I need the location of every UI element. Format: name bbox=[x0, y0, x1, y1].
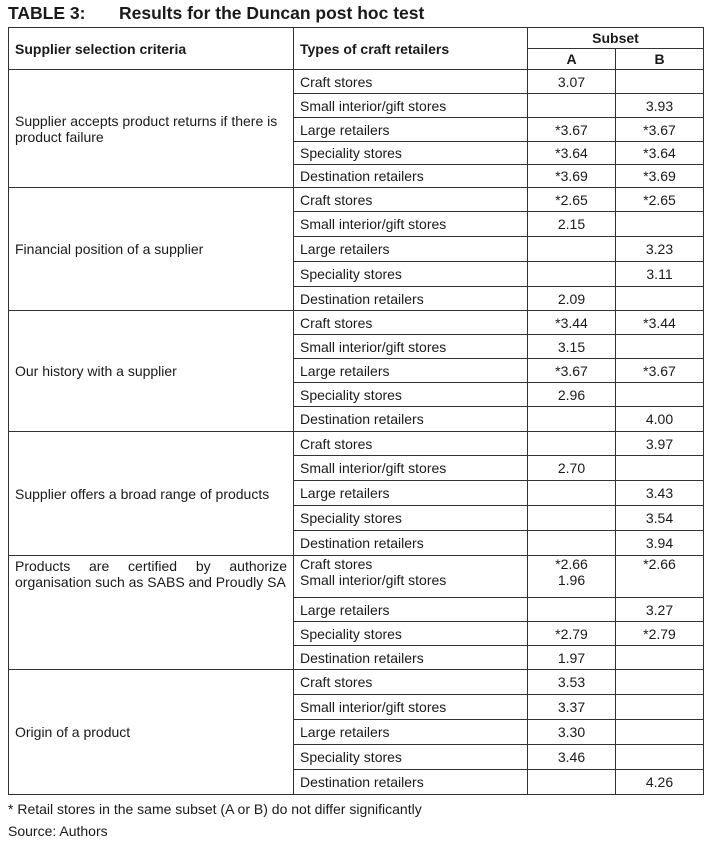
retailer-cell: Small interior/gift stores bbox=[294, 212, 528, 237]
criteria-cell: Our history with a supplier bbox=[9, 311, 294, 432]
subset-a-cell: 1.97 bbox=[528, 646, 616, 670]
table-row bbox=[9, 188, 704, 212]
subset-a-cell: 3.15 bbox=[528, 335, 616, 359]
header-criteria: Supplier selection criteria bbox=[9, 28, 294, 70]
subset-a-cell: *3.69 bbox=[528, 165, 616, 188]
subset-b-cell: *2.66 bbox=[616, 556, 704, 598]
retailer-label: Small interior/gift stores bbox=[300, 572, 447, 588]
retailer-cell: Speciality stores bbox=[294, 745, 528, 770]
subset-b-cell: 3.23 bbox=[616, 237, 704, 262]
criteria-cell: Origin of a product bbox=[9, 670, 294, 795]
subset-a-cell: 2.96 bbox=[528, 383, 616, 407]
retailer-cell: Speciality stores bbox=[294, 142, 528, 165]
subset-b-cell bbox=[616, 70, 704, 94]
subset-b-cell bbox=[616, 745, 704, 770]
retailer-cell: Large retailers bbox=[294, 237, 528, 262]
subset-a-cell: 2.15 bbox=[528, 212, 616, 237]
subset-a-cell: 3.46 bbox=[528, 745, 616, 770]
subset-b-cell: 3.11 bbox=[616, 262, 704, 287]
source-note: Source: Authors bbox=[8, 823, 108, 839]
subset-b-cell bbox=[616, 335, 704, 359]
subset-b-cell: *3.67 bbox=[616, 118, 704, 142]
subset-a-value: 1.96 bbox=[557, 572, 586, 588]
subset-a-cell: 3.37 bbox=[528, 695, 616, 720]
subset-b-cell bbox=[616, 287, 704, 311]
retailer-cell: Craft stores bbox=[294, 188, 528, 212]
header-retailers: Types of craft retailers bbox=[294, 28, 528, 70]
criteria-cell: Supplier accepts product returns if there is product failure bbox=[9, 70, 294, 188]
retailer-cell: Destination retailers bbox=[294, 531, 528, 556]
subset-a-cell bbox=[528, 262, 616, 287]
subset-b-cell: 3.93 bbox=[616, 94, 704, 118]
retailer-cell: Small interior/gift stores bbox=[294, 695, 528, 720]
subset-b-cell: *2.79 bbox=[616, 622, 704, 646]
retailer-cell: Large retailers bbox=[294, 118, 528, 142]
subset-b-cell: *2.65 bbox=[616, 188, 704, 212]
subset-b-cell: 3.94 bbox=[616, 531, 704, 556]
retailer-cell: Small interior/gift stores bbox=[294, 94, 528, 118]
retailer-cell: Craft stores bbox=[294, 670, 528, 695]
subset-a-cell: 2.09 bbox=[528, 287, 616, 311]
subset-a-cell: 3.07 bbox=[528, 70, 616, 94]
subset-b-cell: 3.27 bbox=[616, 598, 704, 622]
subset-b-cell: 3.43 bbox=[616, 481, 704, 506]
retailer-cell: Small interior/gift stores bbox=[294, 456, 528, 481]
subset-a-cell: *3.67 bbox=[528, 118, 616, 142]
retailer-cell bbox=[294, 556, 528, 598]
subset-a-cell: *3.67 bbox=[528, 359, 616, 383]
subset-a-cell bbox=[528, 770, 616, 795]
subset-a-cell: *2.65 bbox=[528, 188, 616, 212]
retailer-cell: Craft stores bbox=[294, 432, 528, 456]
retailer-cell: Speciality stores bbox=[294, 383, 528, 407]
subset-b-cell: 3.54 bbox=[616, 506, 704, 531]
retailer-cell: Speciality stores bbox=[294, 506, 528, 531]
criteria-cell: Financial position of a supplier bbox=[9, 188, 294, 311]
table-caption: Results for the Duncan post hoc test bbox=[119, 3, 425, 23]
subset-b-cell bbox=[616, 720, 704, 745]
table-number: TABLE 3: bbox=[8, 3, 86, 23]
subset-b-cell: 4.00 bbox=[616, 407, 704, 432]
results-table bbox=[8, 27, 704, 795]
retailer-cell: Craft stores bbox=[294, 311, 528, 335]
retailer-cell: Speciality stores bbox=[294, 262, 528, 287]
subset-a-cell bbox=[528, 531, 616, 556]
subset-a-cell bbox=[528, 481, 616, 506]
subset-a-cell: *3.44 bbox=[528, 311, 616, 335]
criteria-cell: Supplier offers a broad range of products bbox=[9, 432, 294, 556]
subset-b-cell: *3.69 bbox=[616, 165, 704, 188]
subset-a-cell: 2.70 bbox=[528, 456, 616, 481]
subset-a-cell bbox=[528, 598, 616, 622]
retailer-cell: Destination retailers bbox=[294, 287, 528, 311]
retailer-label: Craft stores bbox=[300, 556, 373, 572]
subset-b-cell bbox=[616, 670, 704, 695]
retailer-cell: Destination retailers bbox=[294, 646, 528, 670]
subset-b-cell: 3.97 bbox=[616, 432, 704, 456]
subset-a-cell bbox=[528, 94, 616, 118]
subset-b-cell: 4.26 bbox=[616, 770, 704, 795]
subset-b-cell: *3.44 bbox=[616, 311, 704, 335]
retailer-cell: Large retailers bbox=[294, 598, 528, 622]
footnote: * Retail stores in the same subset (A or B) do not differ significantly bbox=[8, 801, 422, 817]
subset-b-cell: *3.67 bbox=[616, 359, 704, 383]
header-subset-b: B bbox=[616, 49, 704, 70]
retailer-cell: Small interior/gift stores bbox=[294, 335, 528, 359]
subset-a-value: *2.66 bbox=[555, 556, 588, 572]
subset-b-cell bbox=[616, 646, 704, 670]
subset-a-cell bbox=[528, 556, 616, 598]
retailer-cell: Destination retailers bbox=[294, 407, 528, 432]
subset-a-cell: 3.53 bbox=[528, 670, 616, 695]
retailer-cell: Speciality stores bbox=[294, 622, 528, 646]
retailer-cell: Craft stores bbox=[294, 70, 528, 94]
header-subset: Subset bbox=[528, 28, 704, 49]
subset-a-cell: *3.64 bbox=[528, 142, 616, 165]
subset-a-cell: *2.79 bbox=[528, 622, 616, 646]
subset-a-cell: 3.30 bbox=[528, 720, 616, 745]
subset-b-cell bbox=[616, 456, 704, 481]
table-row bbox=[9, 432, 704, 456]
table-row bbox=[9, 556, 704, 598]
table-body bbox=[9, 70, 704, 795]
table-row bbox=[9, 70, 704, 94]
retailer-cell: Destination retailers bbox=[294, 770, 528, 795]
subset-a-cell bbox=[528, 407, 616, 432]
retailer-cell: Large retailers bbox=[294, 359, 528, 383]
retailer-cell: Destination retailers bbox=[294, 165, 528, 188]
subset-b-cell bbox=[616, 695, 704, 720]
table-row bbox=[9, 670, 704, 695]
retailer-cell: Large retailers bbox=[294, 720, 528, 745]
header-subset-a: A bbox=[528, 49, 616, 70]
subset-a-cell bbox=[528, 432, 616, 456]
subset-a-cell bbox=[528, 506, 616, 531]
retailer-cell: Large retailers bbox=[294, 481, 528, 506]
criteria-cell: Products are certified by authorize organisation such as SABS and Proudly SA bbox=[9, 556, 294, 670]
subset-b-cell bbox=[616, 383, 704, 407]
subset-a-cell bbox=[528, 237, 616, 262]
subset-b-cell: *3.64 bbox=[616, 142, 704, 165]
table-row bbox=[9, 311, 704, 335]
subset-b-cell bbox=[616, 212, 704, 237]
table-title bbox=[8, 3, 424, 24]
